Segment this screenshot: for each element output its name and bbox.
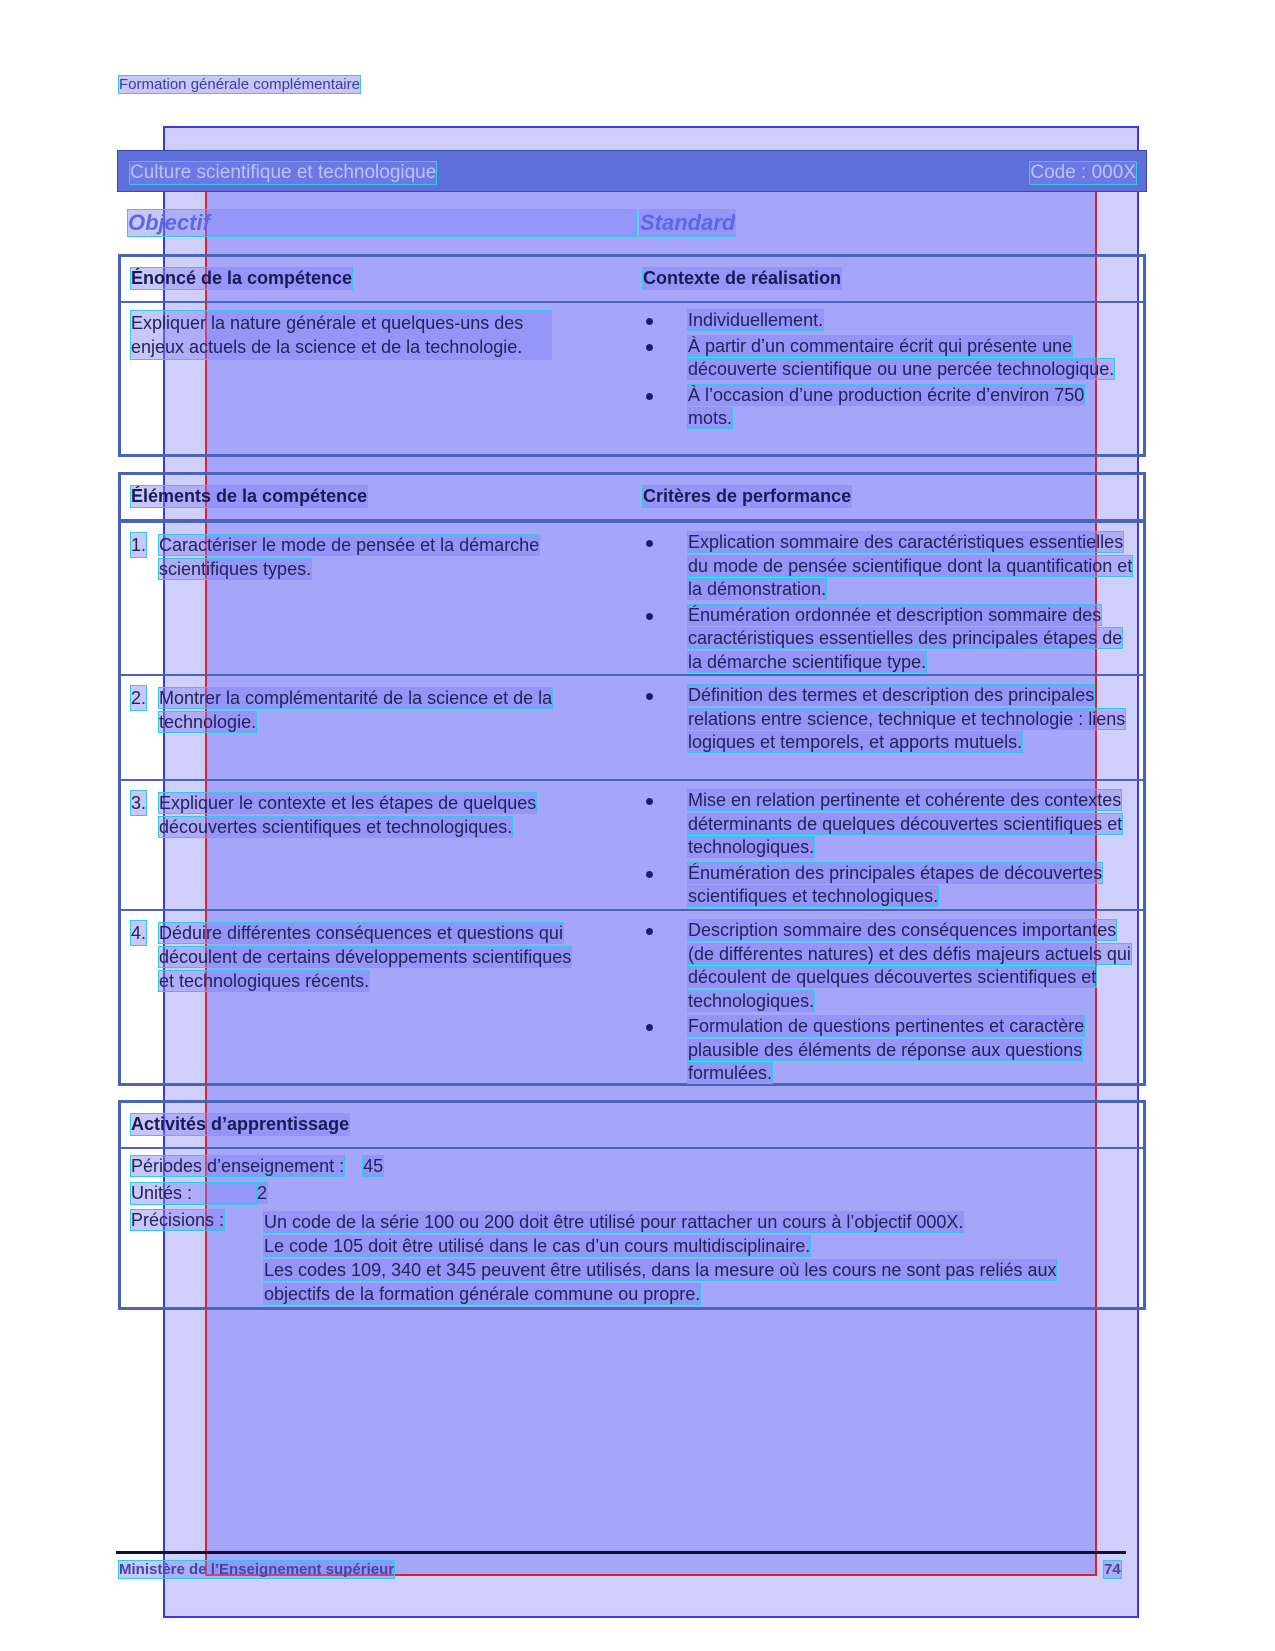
- precisions-text: [264, 1210, 1084, 1306]
- periods-line: [131, 1156, 383, 1177]
- units-label: Unités :: [131, 1183, 257, 1204]
- precisions-label-line: [131, 1210, 224, 1231]
- context-item: À partir d’un commentaire écrit qui présente une découverte scientifique ou une percée technologique.: [643, 335, 1133, 382]
- context-item: À l’occasion d’une production écrite d’environ 750 mots.: [643, 384, 1133, 431]
- element-text: 2. Montrer la complémentarité de la science et de la technologie.: [131, 688, 553, 732]
- course-title: Culture scientifique et technologique: [130, 162, 437, 183]
- activities-header-row: [121, 1103, 1143, 1149]
- criterion-item: Définition des termes et description des principales relations entre science, technique et technologie : liens logiques et temporels, et apports mutuels.: [643, 684, 1133, 755]
- bullet-icon: [646, 871, 653, 878]
- bullet-icon: [646, 798, 653, 805]
- elements-table: [118, 472, 1146, 1086]
- element-row: [121, 674, 1143, 779]
- precision-item: Les codes 109, 340 et 345 peuvent être utilisés, dans la mesure où les cours ne sont pas reliés aux objectifs de la formation générale commune ou propre.: [264, 1260, 1057, 1304]
- criterion-item: Formulation de questions pertinentes et caractère plausible des éléments de réponse aux questions formulées.: [643, 1015, 1133, 1086]
- page-number: 74: [1104, 1561, 1121, 1578]
- bullet-icon: [646, 393, 653, 400]
- precision-item: Un code de la série 100 ou 200 doit être utilisé pour rattacher un cours à l’objectif 000X.: [264, 1212, 964, 1232]
- bullet-icon: [646, 928, 653, 935]
- context-list: [643, 309, 1133, 433]
- units-value: 2: [257, 1183, 268, 1203]
- footer-rule: [116, 1551, 1126, 1554]
- program-header: Formation générale complémentaire: [119, 76, 360, 93]
- competence-statement-header: Énoncé de la compétence: [131, 268, 353, 288]
- bullet-icon: [646, 1024, 653, 1031]
- bullet-icon: [646, 344, 653, 351]
- units-line: [131, 1183, 267, 1204]
- criterion-item: Explication sommaire des caractéristiques essentielles du mode de pensée scientifique dont la quantification et la démonstration.: [643, 531, 1133, 602]
- criteria-list: [643, 919, 1133, 1088]
- course-code: Code : 000X: [1030, 162, 1136, 183]
- criteria-list: [643, 684, 1133, 757]
- criterion-item: Énumération des principales étapes de découvertes scientifiques et technologiques.: [643, 862, 1133, 909]
- element-text: 3. Expliquer le contexte et les étapes de quelques découvertes scientifiques et technologiques.: [131, 793, 537, 837]
- course-title-bar: [117, 150, 1147, 192]
- criteria-header: Critères de performance: [643, 486, 852, 506]
- objective-heading: Objectif: [128, 210, 636, 236]
- element-text: 4. Déduire différentes conséquences et questions qui découlent de certains développements scientifiques et technologiques récents.: [131, 923, 572, 991]
- precisions-label: Précisions :: [131, 1210, 225, 1230]
- periods-label: Périodes d’enseignement :: [131, 1156, 345, 1176]
- element-row: [121, 909, 1143, 1087]
- standard-heading: Standard: [640, 210, 736, 235]
- element-text: 1. Caractériser le mode de pensée et la démarche scientifiques types.: [131, 535, 540, 579]
- context-item: Individuellement.: [643, 309, 1133, 333]
- criterion-item: Mise en relation pertinente et cohérente des contextes déterminants de quelques découvertes scientifiques et technologiques.: [643, 789, 1133, 860]
- element-row: [121, 779, 1143, 909]
- criteria-list: [643, 789, 1133, 911]
- bullet-icon: [646, 540, 653, 547]
- bullet-icon: [646, 613, 653, 620]
- footer-ministry: Ministère de l’Enseignement supérieur: [119, 1561, 395, 1578]
- periods-value: 45: [363, 1156, 384, 1176]
- elements-header: Éléments de la compétence: [131, 486, 368, 506]
- bullet-icon: [646, 318, 653, 325]
- precision-item: Le code 105 doit être utilisé dans le cas d’un cours multidisciplinaire.: [264, 1236, 811, 1256]
- criterion-item: Description sommaire des conséquences importantes (de différentes natures) et des défis majeurs actuels qui découlent de quelques découvertes scientifiques et technologiques.: [643, 919, 1133, 1013]
- bullet-icon: [646, 693, 653, 700]
- competence-header-row: [121, 257, 1143, 303]
- competence-statement: Expliquer la nature générale et quelques-uns des enjeux actuels de la science et de la technologie.: [131, 311, 551, 359]
- criteria-list: [643, 531, 1133, 676]
- realisation-context-header: Contexte de réalisation: [643, 268, 842, 288]
- criterion-item: Énumération ordonnée et description sommaire des caractéristiques essentielles des principales étapes de la démarche scientifique type.: [643, 604, 1133, 675]
- element-row: [121, 521, 1143, 674]
- elements-header-row: [121, 475, 1143, 521]
- competence-table: [118, 254, 1146, 457]
- activities-header: Activités d’apprentissage: [131, 1114, 350, 1134]
- activities-table: [118, 1100, 1146, 1310]
